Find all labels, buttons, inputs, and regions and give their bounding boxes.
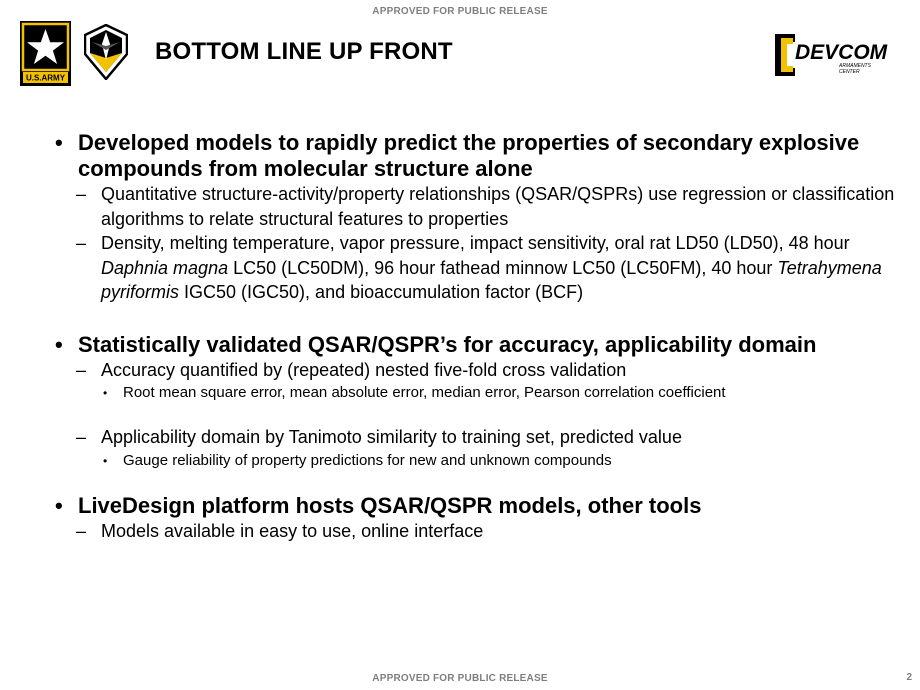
properties-text-2: LC50 (LC50DM), 96 hour fathead minnow LC50 (LC50FM), 40 hour bbox=[228, 257, 778, 278]
sub-bullet-online-interface bbox=[55, 519, 905, 544]
sub-bullet-qsar-definition bbox=[55, 182, 905, 231]
release-footer: APPROVED FOR PUBLIC RELEASE bbox=[372, 673, 548, 684]
detail-text: Gauge reliability of property predictions for new and unknown compounds bbox=[123, 451, 612, 469]
bullet-marker: • bbox=[55, 331, 63, 357]
dash-marker: – bbox=[76, 233, 87, 253]
devcom-logo-sub1: ARMAMENTS bbox=[839, 63, 871, 69]
species-daphnia: Daphnia magna bbox=[101, 257, 229, 278]
small-bullet-marker: • bbox=[103, 386, 108, 400]
page-number: 2 bbox=[906, 672, 912, 683]
bullet-marker: • bbox=[55, 130, 63, 155]
army-logo-text: U.S.ARMY bbox=[25, 73, 66, 83]
sub-bullet-text: Quantitative structure-activity/property relationships (QSAR/QSPRs) use regression or classification algorithms to relate structural features to properties bbox=[101, 184, 895, 229]
us-army-logo bbox=[20, 21, 71, 86]
detail-text: Root mean square error, mean absolute error, median error, Pearson correlation coefficient bbox=[123, 384, 726, 401]
species-tetrahymena: Tetrahymena pyriformis bbox=[101, 257, 882, 302]
page-title: BOTTOM LINE UP FRONT bbox=[155, 38, 453, 65]
dash-marker: – bbox=[76, 359, 87, 380]
dash-marker: – bbox=[76, 184, 87, 204]
release-header: APPROVED FOR PUBLIC RELEASE bbox=[372, 6, 548, 17]
devcom-logo bbox=[773, 32, 903, 78]
properties-text-1: Density, melting temperature, vapor pressure, impact sensitivity, oral rat LD50 (LD50), 48 hour bbox=[101, 233, 850, 253]
bullet-marker: • bbox=[55, 492, 63, 518]
bullet-statistically-validated bbox=[55, 332, 905, 358]
detail-error-metrics bbox=[55, 382, 905, 404]
detail-gauge-reliability bbox=[55, 450, 905, 472]
bullet-developed-models bbox=[55, 130, 905, 182]
small-bullet-marker: • bbox=[103, 453, 108, 468]
sub-bullet-applicability-domain bbox=[55, 425, 905, 450]
bullet-text: Developed models to rapidly predict the properties of secondary explosive compounds from molecular structure alone bbox=[78, 130, 860, 181]
unit-shield-logo bbox=[84, 24, 128, 80]
sub-bullet-text: Applicability domain by Tanimoto similarity to training set, predicted value bbox=[101, 427, 682, 447]
slide-content bbox=[55, 130, 905, 543]
sub-bullet-properties-list bbox=[55, 231, 905, 305]
sub-bullet-text: Accuracy quantified by (repeated) nested five-fold cross validation bbox=[101, 359, 627, 380]
sub-bullet-accuracy bbox=[55, 358, 905, 383]
dash-marker: – bbox=[76, 427, 87, 447]
bullet-livedesign bbox=[55, 493, 905, 519]
bullet-text: Statistically validated QSAR/QSPR’s for accuracy, applicability domain bbox=[78, 331, 817, 357]
properties-text-3: IGC50 (IGC50), and bioaccumulation factor (BCF) bbox=[179, 282, 584, 302]
sub-bullet-text: Models available in easy to use, online interface bbox=[101, 520, 484, 541]
dash-marker: – bbox=[76, 520, 87, 541]
devcom-logo-sub2: CENTER bbox=[839, 69, 860, 75]
devcom-logo-text: DEVCOM bbox=[795, 41, 888, 64]
bullet-text: LiveDesign platform hosts QSAR/QSPR models, other tools bbox=[78, 492, 702, 518]
